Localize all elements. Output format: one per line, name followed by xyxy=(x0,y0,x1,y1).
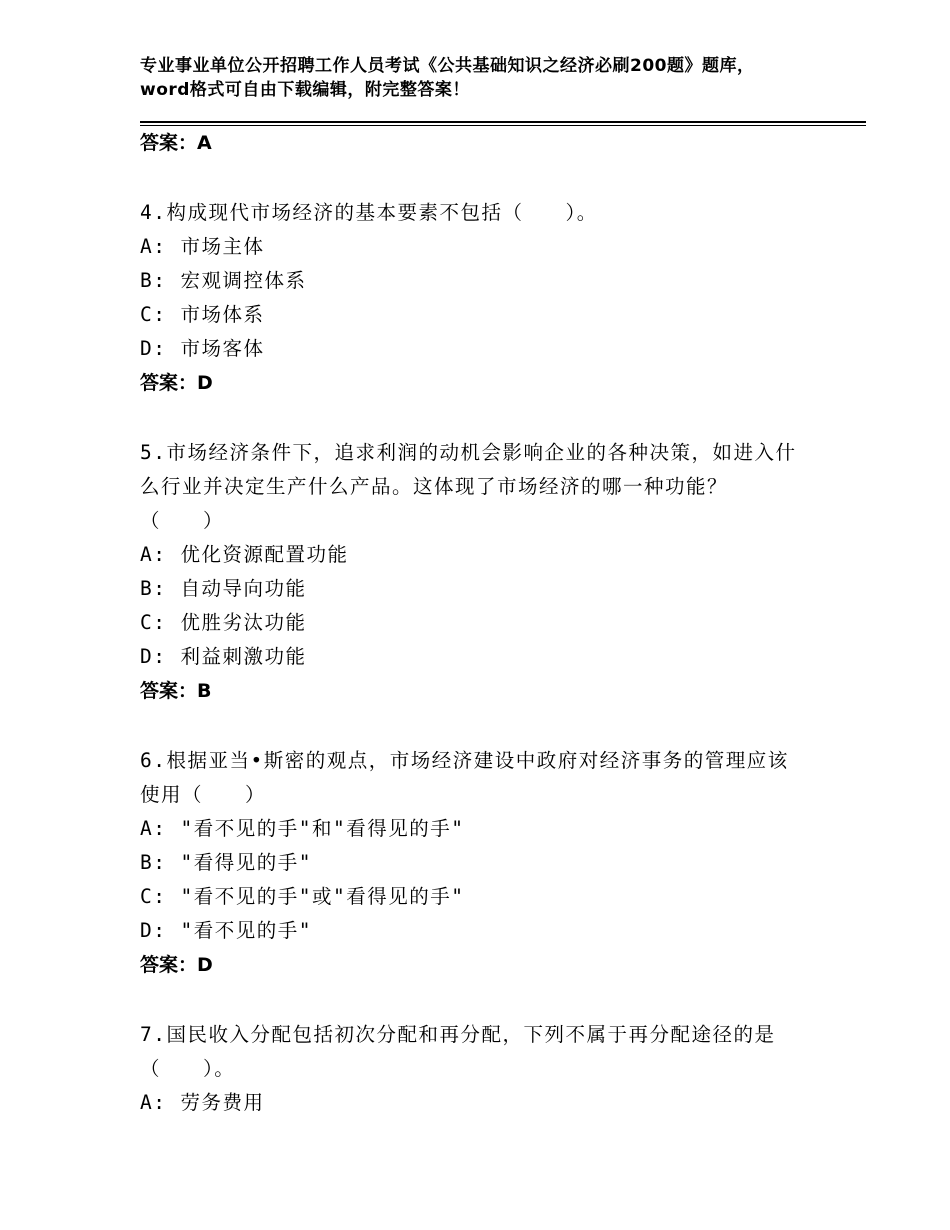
option-text: 利益刺激功能 xyxy=(180,645,307,668)
question-5 xyxy=(140,436,800,708)
option-key: A: xyxy=(140,817,167,840)
question-4-option-c xyxy=(140,298,800,332)
page-header xyxy=(140,54,780,102)
header-title: 专业事业单位公开招聘工作人员考试《公共基础知识之经济必刷200题》题库，word格式可自由下载编辑，附完整答案！ xyxy=(140,56,755,100)
option-key: C: xyxy=(140,611,167,634)
question-7-option-a xyxy=(140,1086,800,1120)
question-5-option-b xyxy=(140,572,800,606)
option-text: "看不见的手"和"看得见的手" xyxy=(180,817,465,840)
question-5-text: 5.市场经济条件下，追求利润的动机会影响企业的各种决策，如进入什么行业并决定生产什么产品。这体现了市场经济的哪一种功能？（ ） xyxy=(140,441,797,532)
option-key: A: xyxy=(140,1091,167,1114)
question-4 xyxy=(140,196,800,400)
option-text: "看不见的手" xyxy=(180,919,312,942)
answer-q3: 答案：A xyxy=(140,132,212,154)
option-text: "看得见的手" xyxy=(180,851,312,874)
question-6-option-b xyxy=(140,846,800,880)
option-key: B: xyxy=(140,269,167,292)
question-6-option-c xyxy=(140,880,800,914)
option-text: 宏观调控体系 xyxy=(180,269,307,292)
option-text: 市场体系 xyxy=(180,303,265,326)
answer-q4: 答案：D xyxy=(140,372,213,394)
option-text: 自动导向功能 xyxy=(180,577,307,600)
option-text: 优胜劣汰功能 xyxy=(180,611,307,634)
option-key: D: xyxy=(140,645,167,668)
option-key: D: xyxy=(140,337,167,360)
option-text: 劳务费用 xyxy=(180,1091,265,1114)
option-key: B: xyxy=(140,577,167,600)
document-body xyxy=(140,126,800,1120)
question-6-option-d xyxy=(140,914,800,948)
option-key: B: xyxy=(140,851,167,874)
option-text: 市场主体 xyxy=(180,235,265,258)
option-key: C: xyxy=(140,303,167,326)
question-6-text: 6.根据亚当•斯密的观点，市场经济建设中政府对经济事务的管理应该使用（ ） xyxy=(140,749,789,806)
question-5-option-a xyxy=(140,538,800,572)
answer-q6: 答案：D xyxy=(140,954,213,976)
question-6 xyxy=(140,744,800,982)
question-4-text: 4.构成现代市场经济的基本要素不包括（ ）。 xyxy=(140,201,598,224)
question-5-option-c xyxy=(140,606,800,640)
question-4-option-a xyxy=(140,230,800,264)
option-key: D: xyxy=(140,919,167,942)
question-7-text: 7.国民收入分配包括初次分配和再分配，下列不属于再分配途径的是（ ）。 xyxy=(140,1023,776,1080)
question-4-option-b xyxy=(140,264,800,298)
option-text: 优化资源配置功能 xyxy=(180,543,349,566)
option-key: A: xyxy=(140,543,167,566)
option-text: 市场客体 xyxy=(180,337,265,360)
question-7 xyxy=(140,1018,800,1120)
header-rule xyxy=(140,121,866,123)
question-4-option-d xyxy=(140,332,800,366)
option-text: "看不见的手"或"看得见的手" xyxy=(180,885,465,908)
question-6-option-a xyxy=(140,812,800,846)
option-key: A: xyxy=(140,235,167,258)
answer-q5: 答案：B xyxy=(140,680,212,702)
question-5-option-d xyxy=(140,640,800,674)
option-key: C: xyxy=(140,885,167,908)
